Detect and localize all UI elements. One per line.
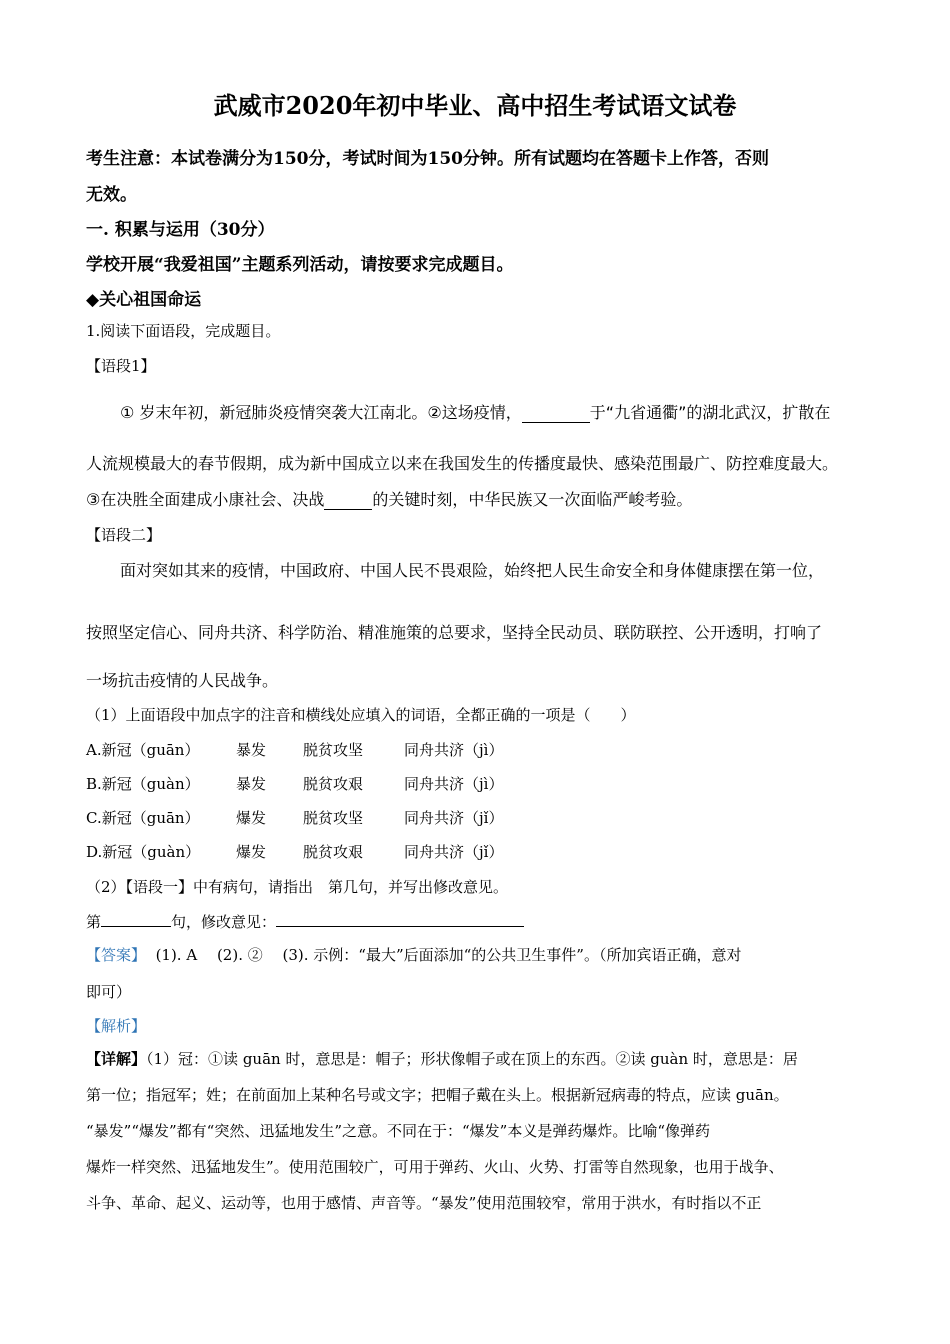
option-d: D.新冠（guàn） 爆发 脱贫攻艰 同舟共济（jǐ） — [86, 843, 504, 861]
passage-2-label: 【语段二】 — [86, 526, 162, 544]
answer-line-1 — [86, 944, 741, 965]
passage-1-line-3 — [86, 487, 692, 510]
passage-1-text-b: 于“九省通衢”的湖北武汉，扩散在 — [589, 403, 831, 422]
analysis-label: 【解析】 — [86, 1017, 147, 1035]
answer-text: (1). A (2). ② (3). 示例：“最大”后面添加“的公共卫生事件”。（所加宾语正确，意对 — [155, 946, 742, 964]
option-a: A.新冠（guān） 暴发 脱贫攻坚 同舟共济（jì） — [86, 741, 504, 759]
detail-line-5: 斗争、革命、起义、运动等，也用于感情、声音等。“暴发”使用范围较窄，常用于洪水，有时指以不正 — [86, 1194, 762, 1212]
fill-blank-1 — [522, 403, 590, 423]
detail-line-3: “暴发”“爆发”都有“突然、迅猛地发生”之意。不同在于：“爆发”本义是弹药爆炸。比喻“像弹药 — [86, 1122, 711, 1140]
revision-blank — [276, 911, 524, 927]
sentence-number-blank — [101, 911, 171, 927]
topic-heading: ◆关心祖国命运 — [86, 290, 202, 310]
passage-1-text-d: 的关键时刻，中华民族又一次面临严峻考验。 — [372, 490, 693, 509]
detail-label: 【详解】 — [86, 1050, 147, 1068]
notice-line-2: 无效。 — [86, 185, 137, 205]
option-b: B.新冠（guàn） 暴发 脱贫攻艰 同舟共济（jì） — [86, 775, 504, 793]
answer-label: 【答案】 — [86, 946, 147, 964]
passage-2-line-2: 按照坚定信心、同舟共济、科学防治、精准施策的总要求，坚持全民动员、联防联控、公开透明，打响了 — [86, 623, 823, 642]
fill-blank-2 — [324, 490, 372, 510]
passage-2-line-3: 一场抗击疫情的人民战争。 — [86, 671, 279, 690]
answer-line-2: 即可） — [86, 983, 132, 1001]
section-heading: 一. 积累与运用（30分） — [86, 220, 275, 240]
question-1-prompt: 1.阅读下面语段，完成题目。 — [86, 322, 281, 340]
detail-text-1: （1）冠：①读 guān 时，意思是：帽子；形状像帽子或在顶上的东西。②读 guàn 时，意思是：居 — [146, 1050, 798, 1068]
detail-line-4: 爆炸一样突然、迅猛地发生”。使用范围较广，可用于弹药、火山、火势、打雷等自然现象，也用于战争、 — [86, 1158, 784, 1176]
detail-line-1 — [86, 1048, 798, 1069]
passage-1-line-1 — [120, 400, 830, 423]
exam-title: 武威市2020年初中毕业、高中招生考试语文试卷 — [213, 91, 737, 120]
sub-question-2: （2）【语段一】中有病句，请指出 第几句，并写出修改意见。 — [86, 878, 509, 896]
passage-1-text-a: ① 岁末年初，新冠肺炎疫情突袭大江南北。②这场疫情， — [120, 403, 522, 422]
passage-1-text-c: ③在决胜全面建成小康社会、决战 — [86, 490, 325, 509]
notice-line-1: 考生注意：本试卷满分为150分，考试时间为150分钟。所有试题均在答题卡上作答，否则 — [86, 149, 769, 169]
detail-line-2: 第一位；指冠军；姓；在前面加上某种名号或文字；把帽子戴在头上。根据新冠病毒的特点，应读 guān。 — [86, 1086, 789, 1104]
passage-1-line-2: 人流规模最大的春节假期，成为新中国成立以来在我国发生的传播度最快、感染范围最广、防控难度最大。 — [86, 454, 839, 473]
passage-2-line-1: 面对突如其来的疫情，中国政府、中国人民不畏艰险，始终把人民生命安全和身体健康摆在第一位， — [120, 561, 825, 580]
passage-1-label: 【语段1】 — [86, 357, 156, 375]
option-c: C.新冠（guān） 爆发 脱贫攻坚 同舟共济（jǐ） — [86, 809, 504, 827]
sub-question-1: （1）上面语段中加点字的注音和横线处应填入的词语，全都正确的一项是（ ） — [86, 706, 636, 724]
activity-intro: 学校开展“我爱祖国”主题系列活动，请按要求完成题目。 — [86, 255, 514, 275]
fill-line: 第 句，修改意见： — [86, 911, 524, 932]
